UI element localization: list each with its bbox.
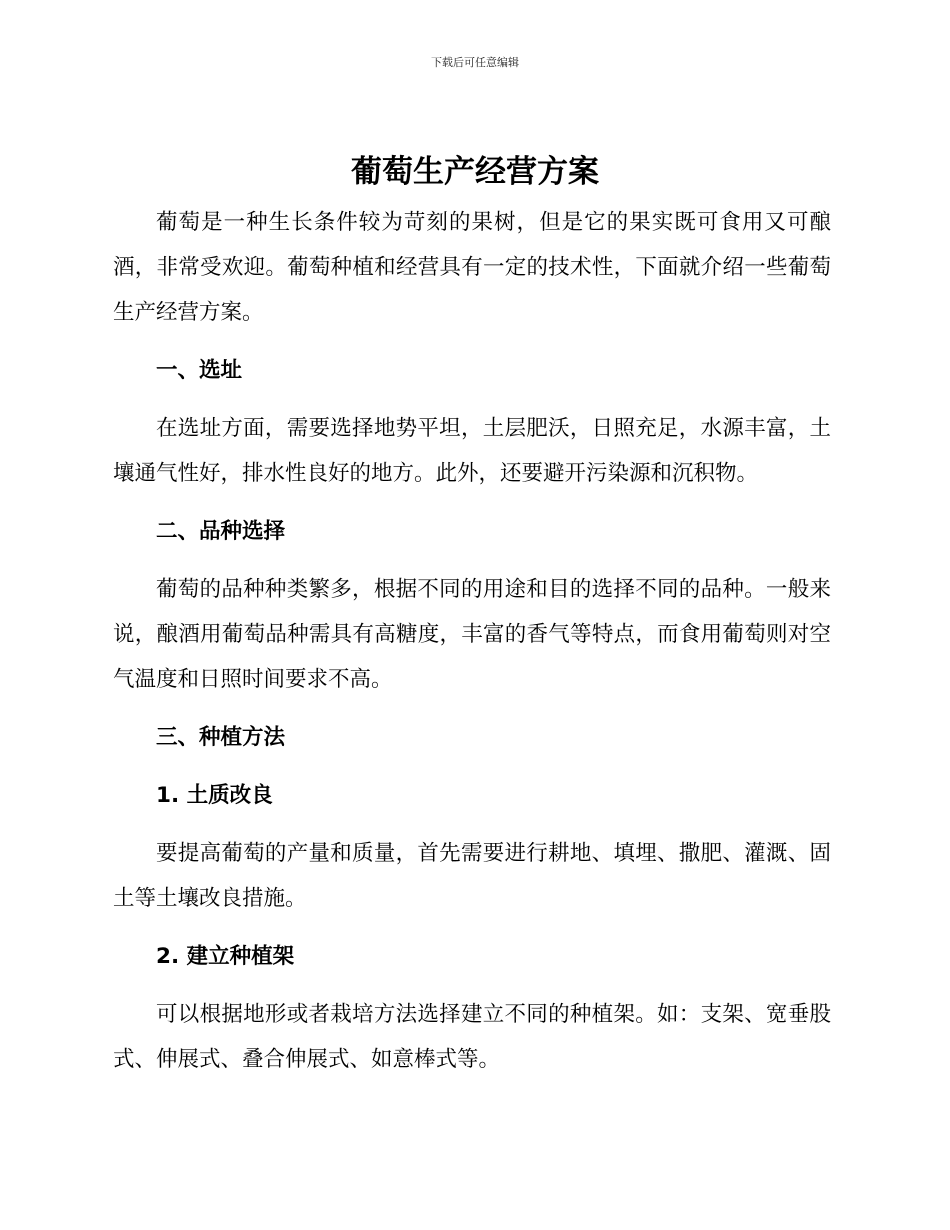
page-header-note: 下载后可任意编辑 xyxy=(431,56,519,69)
document-title: 葡萄生产经营方案 xyxy=(351,154,599,190)
document-body xyxy=(113,200,831,1095)
section-body-site: 在选址方面，需要选择地势平坦，土层肥沃，日照充足，水源丰富，土壤通气性好，排水性良好的地方。此外，还要避开污染源和沉积物。 xyxy=(113,416,831,486)
section-heading-variety: 二、品种选择 xyxy=(156,519,286,544)
subsection-heading-trellis: 2. 建立种植架 xyxy=(156,944,295,969)
intro-paragraph: 葡萄是一种生长条件较为苛刻的果树，但是它的果实既可食用又可酿酒，非常受欢迎。葡萄种植和经营具有一定的技术性，下面就介绍一些葡萄生产经营方案。 xyxy=(113,210,831,325)
subsection-body-trellis: 可以根据地形或者栽培方法选择建立不同的种植架。如：支架、宽垂股式、伸展式、叠合伸展式、如意棒式等。 xyxy=(113,1002,831,1072)
section-body-variety: 葡萄的品种种类繁多，根据不同的用途和目的选择不同的品种。一般来说，酿酒用葡萄品种需具有高糖度，丰富的香气等特点，而食用葡萄则对空气温度和日照时间要求不高。 xyxy=(113,577,831,692)
section-heading-planting: 三、种植方法 xyxy=(156,725,286,750)
subsection-heading-soil: 1. 土质改良 xyxy=(156,783,273,808)
section-heading-site: 一、选址 xyxy=(156,358,243,383)
subsection-body-soil: 要提高葡萄的产量和质量，首先需要进行耕地、填埋、撒肥、灌溉、固土等土壤改良措施。 xyxy=(113,841,831,911)
